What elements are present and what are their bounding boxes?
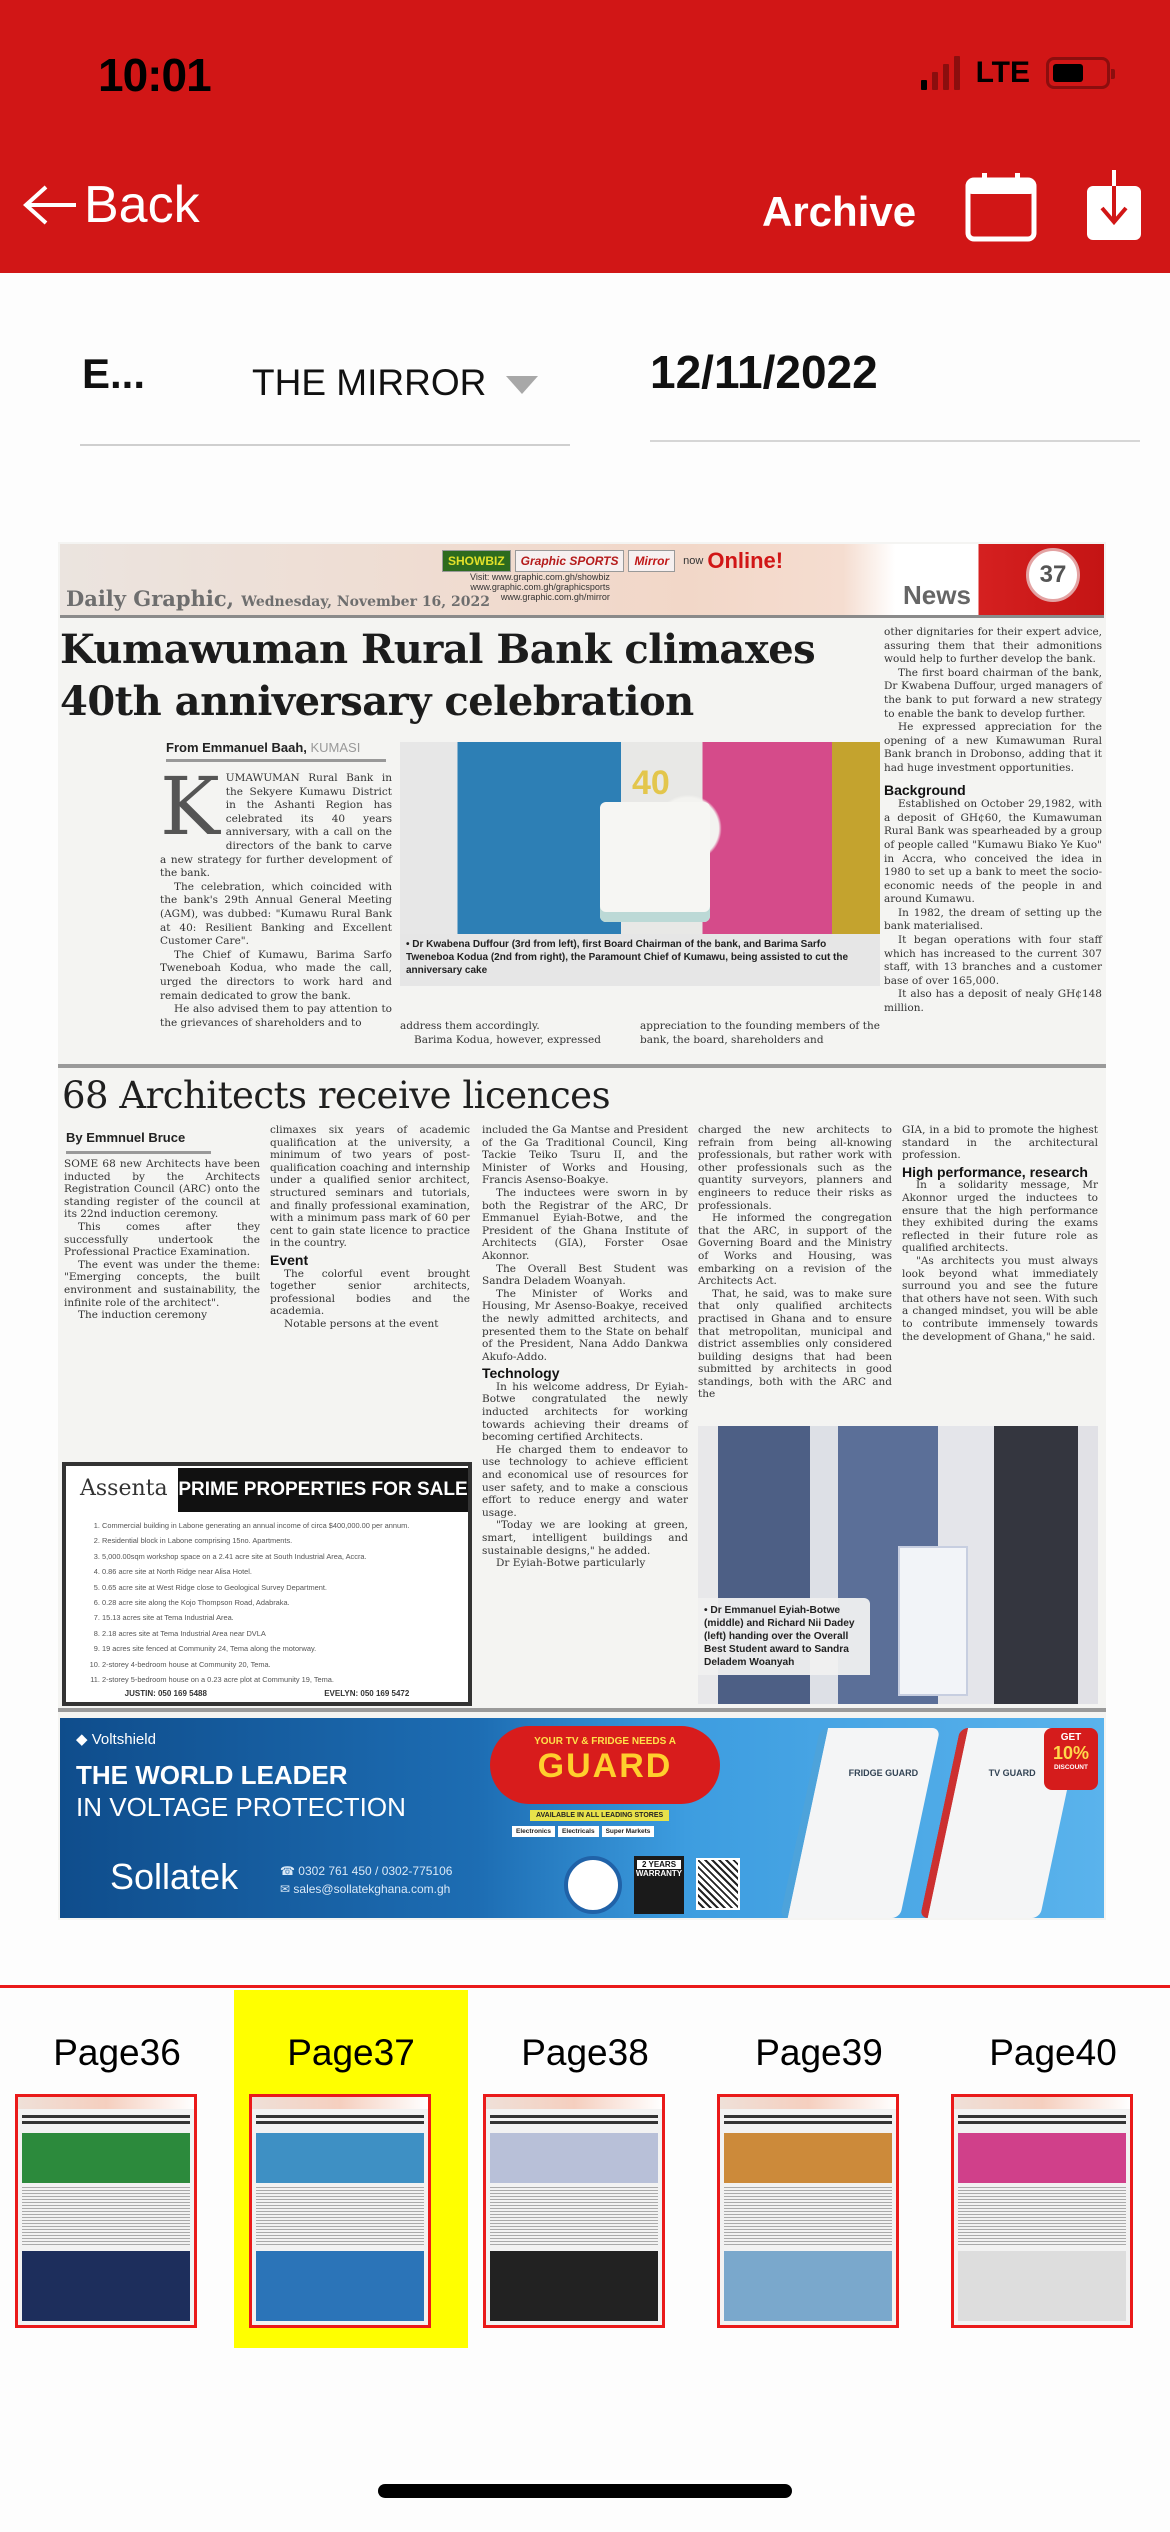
fridge-guard-product [780,1728,940,1918]
guard-badge [490,1726,720,1804]
article1-byline [166,740,386,762]
thumb-text [256,2187,424,2247]
thumbnail-page-40[interactable] [936,1990,1170,2348]
dropcap: K [160,760,220,853]
online-text: Online! [707,548,784,573]
arrow-left-icon [20,183,80,227]
paragraph: Notable persons at the event [284,1317,439,1330]
assenta-property-ad [62,1462,472,1706]
battery-icon [1046,57,1110,89]
article1-col2 [400,1020,630,1047]
guard-big-text: GUARD [537,1747,673,1785]
thumb-image [958,2133,1126,2183]
thumbnail-preview [15,2094,197,2328]
property-list [92,1518,464,1687]
paragraph: In a solidarity message, Mr Akonnor urged the inductees to ensure that the high performance they exhibited during the exams reflected in their future role as qualified architects. [902,1179,1098,1255]
paragraph: The Minister of Works and Housing, Mr Asenso-Boakye, received the newly admitted architects, and presented them to the State on behalf of the President, Nana Addo Dankwa Akufo-Addo. [482,1287,688,1363]
discount-badge [1044,1728,1098,1790]
paragraph: The Chief of Kumawu, Barima Sarfo Tweneboah Kodua, who made the call, urged the directors to work hard and remain dedicated to grow the bank. [160,948,392,1002]
page-thumbnail-strip[interactable] [0,1990,1170,2350]
thumb-image [22,2133,190,2183]
masthead [60,544,1104,618]
property-item: 11. 2-storey 5-bedroom house on a 0.23 acre plot at Community 19, Tema. [102,1672,464,1687]
thumb-headline [22,2115,190,2127]
graphic-sports-logo: Graphic SPORTS [515,550,625,572]
discount-percent: 10% [1052,1743,1090,1763]
thumb-image [22,2251,190,2321]
back-label: Back [84,176,200,234]
mirror-logo: Mirror [628,550,675,572]
paragraph: He expressed appreciation for the opening of a new Kumawuman Rural Bank branch in Drobonso, adding that it had huge investment opportunities. [884,721,1102,774]
network-type: LTE [975,56,1030,89]
property-item: 10. 2-storey 4-bedroom house at Community 20, Tema. [102,1657,464,1672]
thumbnail-label: Page37 [287,2032,415,2073]
property-item: 9. 19 acres site fenced at Community 24, Tema along the motorway. [102,1641,464,1656]
thumb-image [256,2251,424,2321]
back-button[interactable] [20,175,200,235]
article2-headline: 68 Architects receive licences [62,1074,611,1117]
paragraph: It began operations with four staff which has increased to the current 307 staff, with 13 branches and a customer base of over 165,000. [884,934,1102,987]
thumb-masthead [720,2097,896,2109]
divider [650,440,1140,442]
property-item: 6. 0.28 acre site along the Kojo Thompson Road, Adabraka. [102,1595,464,1610]
paper-name: Daily Graphic, [66,586,234,611]
thumb-image [256,2133,424,2183]
divider [80,444,570,446]
paragraph: It also has a deposit of nealy GH¢148 million. [884,988,1102,1015]
thumbnail-preview [249,2094,431,2328]
thumb-text [22,2187,190,2247]
article2-col2 [270,1124,470,1331]
status-time: 10:01 [98,49,211,101]
calendar-icon[interactable] [965,172,1037,242]
property-item: 8. 2.18 acres site at Tema Industrial Area near DVLA [102,1626,464,1641]
paragraph: SOME 68 new Architects have been inducted by the Architects Registration Council (ARC) onto the standing register of the council at its 22nd induction ceremony. [64,1158,260,1221]
thumbnail-preview [951,2094,1133,2328]
archive-label[interactable]: Archive [762,188,917,235]
thumbnail-page-39[interactable] [702,1990,936,2348]
thumbnail-label: Page36 [53,2032,181,2073]
thumb-masthead [18,2097,194,2109]
article2-col1 [64,1158,260,1322]
warranty-label: WARRANTY [635,1869,683,1878]
ad-contact [280,1862,452,1898]
thumb-image [958,2251,1126,2321]
ad-contacts [66,1689,468,1698]
podium-logo [898,1546,968,1696]
thumbnail-label: Page40 [989,2032,1117,2073]
thumbnail-label: Page38 [521,2032,649,2073]
thumb-headline [256,2115,424,2127]
property-item: 7. 15.13 acres site at Tema Industrial Area. [102,1610,464,1625]
ad-tagline: THE WORLD LEADER [76,1760,348,1790]
thumb-masthead [486,2097,662,2109]
status-indicators [921,56,1110,90]
cake-shape [600,802,710,922]
paragraph: The event was under the theme: "Emerging concepts, the built environment and sustainability, the infinite role of the architect". [64,1258,260,1309]
url: www.graphic.com.gh/mirror [500,592,610,602]
thumb-headline [724,2115,892,2127]
subheading: Background [884,781,966,798]
assenta-logo: Assenta [80,1476,168,1501]
battery-level [1053,64,1083,82]
paragraph: "As architects you must always look beyond what immediately surround you and see the future that others have not seen. With such a changed mindset, you will be able to contribute immensely towards the development of Ghana," he said. [902,1254,1098,1343]
paragraph: In his welcome address, Dr Eyiah-Botwe congratulated the newly inducted architects for working towards achieving their dreams of becoming certified Architects. [482,1380,688,1444]
original-badge-icon [564,1856,622,1914]
top-bar [0,0,1170,273]
paragraph: climaxes six years of academic qualification at the university, a minimum of two years of post-qualification coaching and internship under a qualified senior architect, structured seminars and tutorials, and finally professional examination, with a minimum pass mark of 60 per cent to gain state licence to practice in the country. [270,1124,470,1250]
now-text: now [683,555,704,567]
page-number-badge: 37 [1026,548,1080,602]
signal-icon [921,56,960,90]
store-type: Electronics [512,1826,555,1837]
thumbnail-label: Page39 [755,2032,883,2073]
paragraph: The Overall Best Student was Sandra Deladem Woanyah. [482,1262,688,1288]
qr-code-icon [696,1858,740,1910]
article2-col5 [902,1124,1098,1343]
paragraph: The first board chairman of the bank, Dr Kwabena Duffour, urged managers of the bank to put forward a new strategy to enable the bank to develop further. [884,666,1102,720]
phone-icon: ☎ [280,1864,295,1878]
paragraph: other dignitaries for their expert advice, assuring them that their admonitions would help to further develop the bank. [884,626,1102,666]
thumbnail-page-38[interactable] [468,1990,702,2348]
section-divider [58,1064,1106,1068]
thumb-headline [490,2115,658,2127]
thumb-image [490,2133,658,2183]
publication-value: THE MIRROR [252,362,487,403]
thumb-image [724,2133,892,2183]
mail-icon: ✉ [280,1882,291,1896]
discount-get: GET [1060,1732,1082,1743]
sollatek-ad [60,1718,1104,1918]
article2-col3 [482,1124,688,1570]
thumbnail-divider [0,1985,1170,1988]
warranty-badge [634,1856,684,1914]
thumb-image [724,2251,892,2321]
paragraph: In 1982, the dream of setting up the bank materialised. [884,906,1102,933]
property-item: 1. Commercial building in Labone generating an annual income of circa $400,000.00 per annum. [102,1518,464,1533]
thumbnail-preview [483,2094,665,2328]
publication-dropdown[interactable] [252,362,538,404]
article2-caption: • Dr Emmanuel Eyiah-Botwe (middle) and Richard Nii Dadey (left) handing over the Overall Best Student award to Sandra Deladem Woanyah [698,1598,870,1675]
paper-date: Wednesday, November 16, 2022 [241,594,491,610]
url: Visit: www.graphic.com.gh/showbiz [470,572,610,582]
dropdown-triangle-icon [506,376,538,394]
article1-col4 [884,626,1102,1016]
voltshield-brand: ◆ Voltshield [76,1731,156,1748]
contact: EVELYN: 050 169 5472 [324,1689,410,1698]
paragraph: GIA, in a bid to promote the highest standard in the architectural profession. [902,1124,1098,1162]
store-type: Super Markets [602,1826,655,1837]
paragraph: He informed the congregation that the ARC, in support of the Governing Board and the Ministry of Works and Housing, was embarking on a revision of the Architects Act. [698,1212,892,1288]
warranty-years: 2 YEARS [637,1860,681,1869]
photo-number: 40 [632,764,670,802]
thumb-image [490,2251,658,2321]
product-label: FRIDGE GUARD [848,1768,919,1778]
paragraph: The induction ceremony [78,1309,208,1322]
section-divider [58,1708,1106,1712]
thumbnail-page-37[interactable] [234,1990,468,2348]
thumb-text [724,2187,892,2247]
thumb-headline [958,2115,1126,2127]
paragraph: UMAWUMAN Rural Bank in the Sekyere Kumawu District in the Ashanti Region has celebrated its 40 years anniversary, with a call on the directors of the bank to carve a new strategy for further development of the bank. [160,772,392,880]
property-item: 2. Residential block in Labone comprising 15no. Apartments. [102,1533,464,1548]
property-item: 5. 0.65 acre site at West Ridge close to Geological Survey Department. [102,1580,464,1595]
article1-caption: • Dr Kwabena Duffour (3rd from left), first Board Chairman of the bank, and Barima Sarfo Tweneboa Kodua (2nd from right), the Paramount Chief of Kumawu, being assisted to cut the anniversary cake [400,934,880,986]
byline-location: KUMASI [310,740,361,755]
download-icon[interactable] [1085,170,1143,242]
subheading: Event [270,1251,309,1268]
article2-byline: By Emmnuel Bruce [66,1130,211,1154]
paragraph: He also advised them to pay attention to the grievances of shareholders and to [160,1003,392,1029]
email: sales@sollatekghana.com.gh [293,1882,451,1896]
article1-col1 [160,760,392,1030]
date-selector[interactable]: 12/11/2022 [650,346,878,398]
store-type: Electricals [558,1826,599,1837]
paragraph: included the Ga Mantse and President of the Ga Traditional Council, King Tackie Teiko Tsuru II, and the Minister of Works and Housing, Francis Asenso-Boakye. [482,1124,688,1187]
store-types [512,1826,654,1837]
contact: JUSTIN: 050 169 5488 [124,1689,207,1698]
ad-title: PRIME PROPERTIES FOR SALE [178,1468,468,1512]
paragraph: appreciation to the founding members of the bank, the board, shareholders and [640,1020,880,1046]
thumbnail-preview [717,2094,899,2328]
guard-small-text: YOUR TV & FRIDGE NEEDS A [534,1736,676,1747]
brand-text: Voltshield [91,1731,156,1748]
ad-tagline: IN VOLTAGE PROTECTION [76,1792,406,1822]
masthead-urls [470,572,610,602]
paragraph: The celebration, which coincided with the bank's 29th Annual General Meeting (AGM), was dubbed: "Kumawu Rural Bank at 40: Resilient Banking and Excellent Customer Care". [160,880,392,948]
paragraph: The colorful event brought together senior architects, professional bodies and the academia. [270,1267,470,1318]
paragraph: This comes after they successfully undertook the Professional Practice Examination. [64,1220,260,1259]
paragraph: charged the new architects to refrain from being all-knowing professionals, but rather work with other professionals such as the quantity surveyors, planners and engineers to reduce their risks as professionals. [698,1124,892,1212]
article2-col4 [698,1124,892,1401]
paragraph: Dr Eyiah-Botwe particularly [496,1557,646,1570]
paragraph: That, he said, was to make sure that only qualified architects practised in Ghana and to ensure that metropolitan, municipal and district assemblies only considered building designs that had been submitted by architects in good standings, both with the ARC and the [698,1287,892,1401]
newspaper-page-view[interactable] [58,542,1106,1920]
masthead-title [66,586,490,611]
subheading: Technology [482,1365,560,1382]
cake-cutting-photo [400,742,880,934]
article1-col3 [640,1020,880,1047]
thumb-text [490,2187,658,2247]
edition-selector[interactable]: E... [82,350,146,397]
discount-word: DISCOUNT [1054,1764,1088,1771]
availability-text: AVAILABLE IN ALL LEADING STORES [530,1810,669,1821]
phone-number: 0302 761 450 / 0302-775106 [298,1864,453,1878]
subheading: High performance, research [902,1163,1088,1180]
sollatek-logo: Sollatek [110,1856,239,1897]
paragraph: The inductees were sworn in by both the Registrar of the ARC, Dr Emmanuel Eyiah-Botwe, and the President of the Ghana Institute of Architects (GIA), Forster Osae Akonnor. [482,1186,688,1262]
paragraph: Barima Kodua, however, expressed [414,1033,601,1046]
byline-author: From Emmanuel Baah, [166,740,307,755]
article1-headline: Kumawuman Rural Bank climaxes 40th anniversary celebration [60,626,816,725]
home-indicator[interactable] [378,2484,792,2498]
property-item: 4. 0.86 acre site at North Ridge near Alisa Hotel. [102,1564,464,1579]
thumb-masthead [252,2097,428,2109]
thumb-masthead [954,2097,1130,2109]
paragraph: He charged them to endeavor to use technology to achieve efficient and economical use of resources for user safety, and to make a conscious effort to reduce energy and water usage. [482,1443,688,1519]
url: www.graphic.com.gh/graphicsports [470,582,610,592]
paragraph: address them accordingly. [400,1020,540,1032]
property-item: 3. 5,000.00sqm workshop space on a 2.41 acre site at South Industrial Area, Accra. [102,1549,464,1564]
paragraph: Established on October 29,1982, with a deposit of GH¢60, the Kumawuman Rural Bank was spearheaded by a group of people called "Kumawu Biako Ye Kuo" in Accra, who conceived the idea in 1980 to set up a bank to meet the socio-economic needs of the people in and around Kumawu. [884,798,1102,906]
showbiz-logo: SHOWBIZ [442,550,511,572]
thumb-text [958,2187,1126,2247]
thumbnail-page-36[interactable] [0,1990,234,2348]
masthead-logos [442,548,783,574]
paragraph: "Today we are looking at green, smart, intelligent buildings and sustainable designs," he added. [482,1519,688,1557]
section-label: News [903,580,971,610]
product-label: TV GUARD [988,1768,1036,1778]
